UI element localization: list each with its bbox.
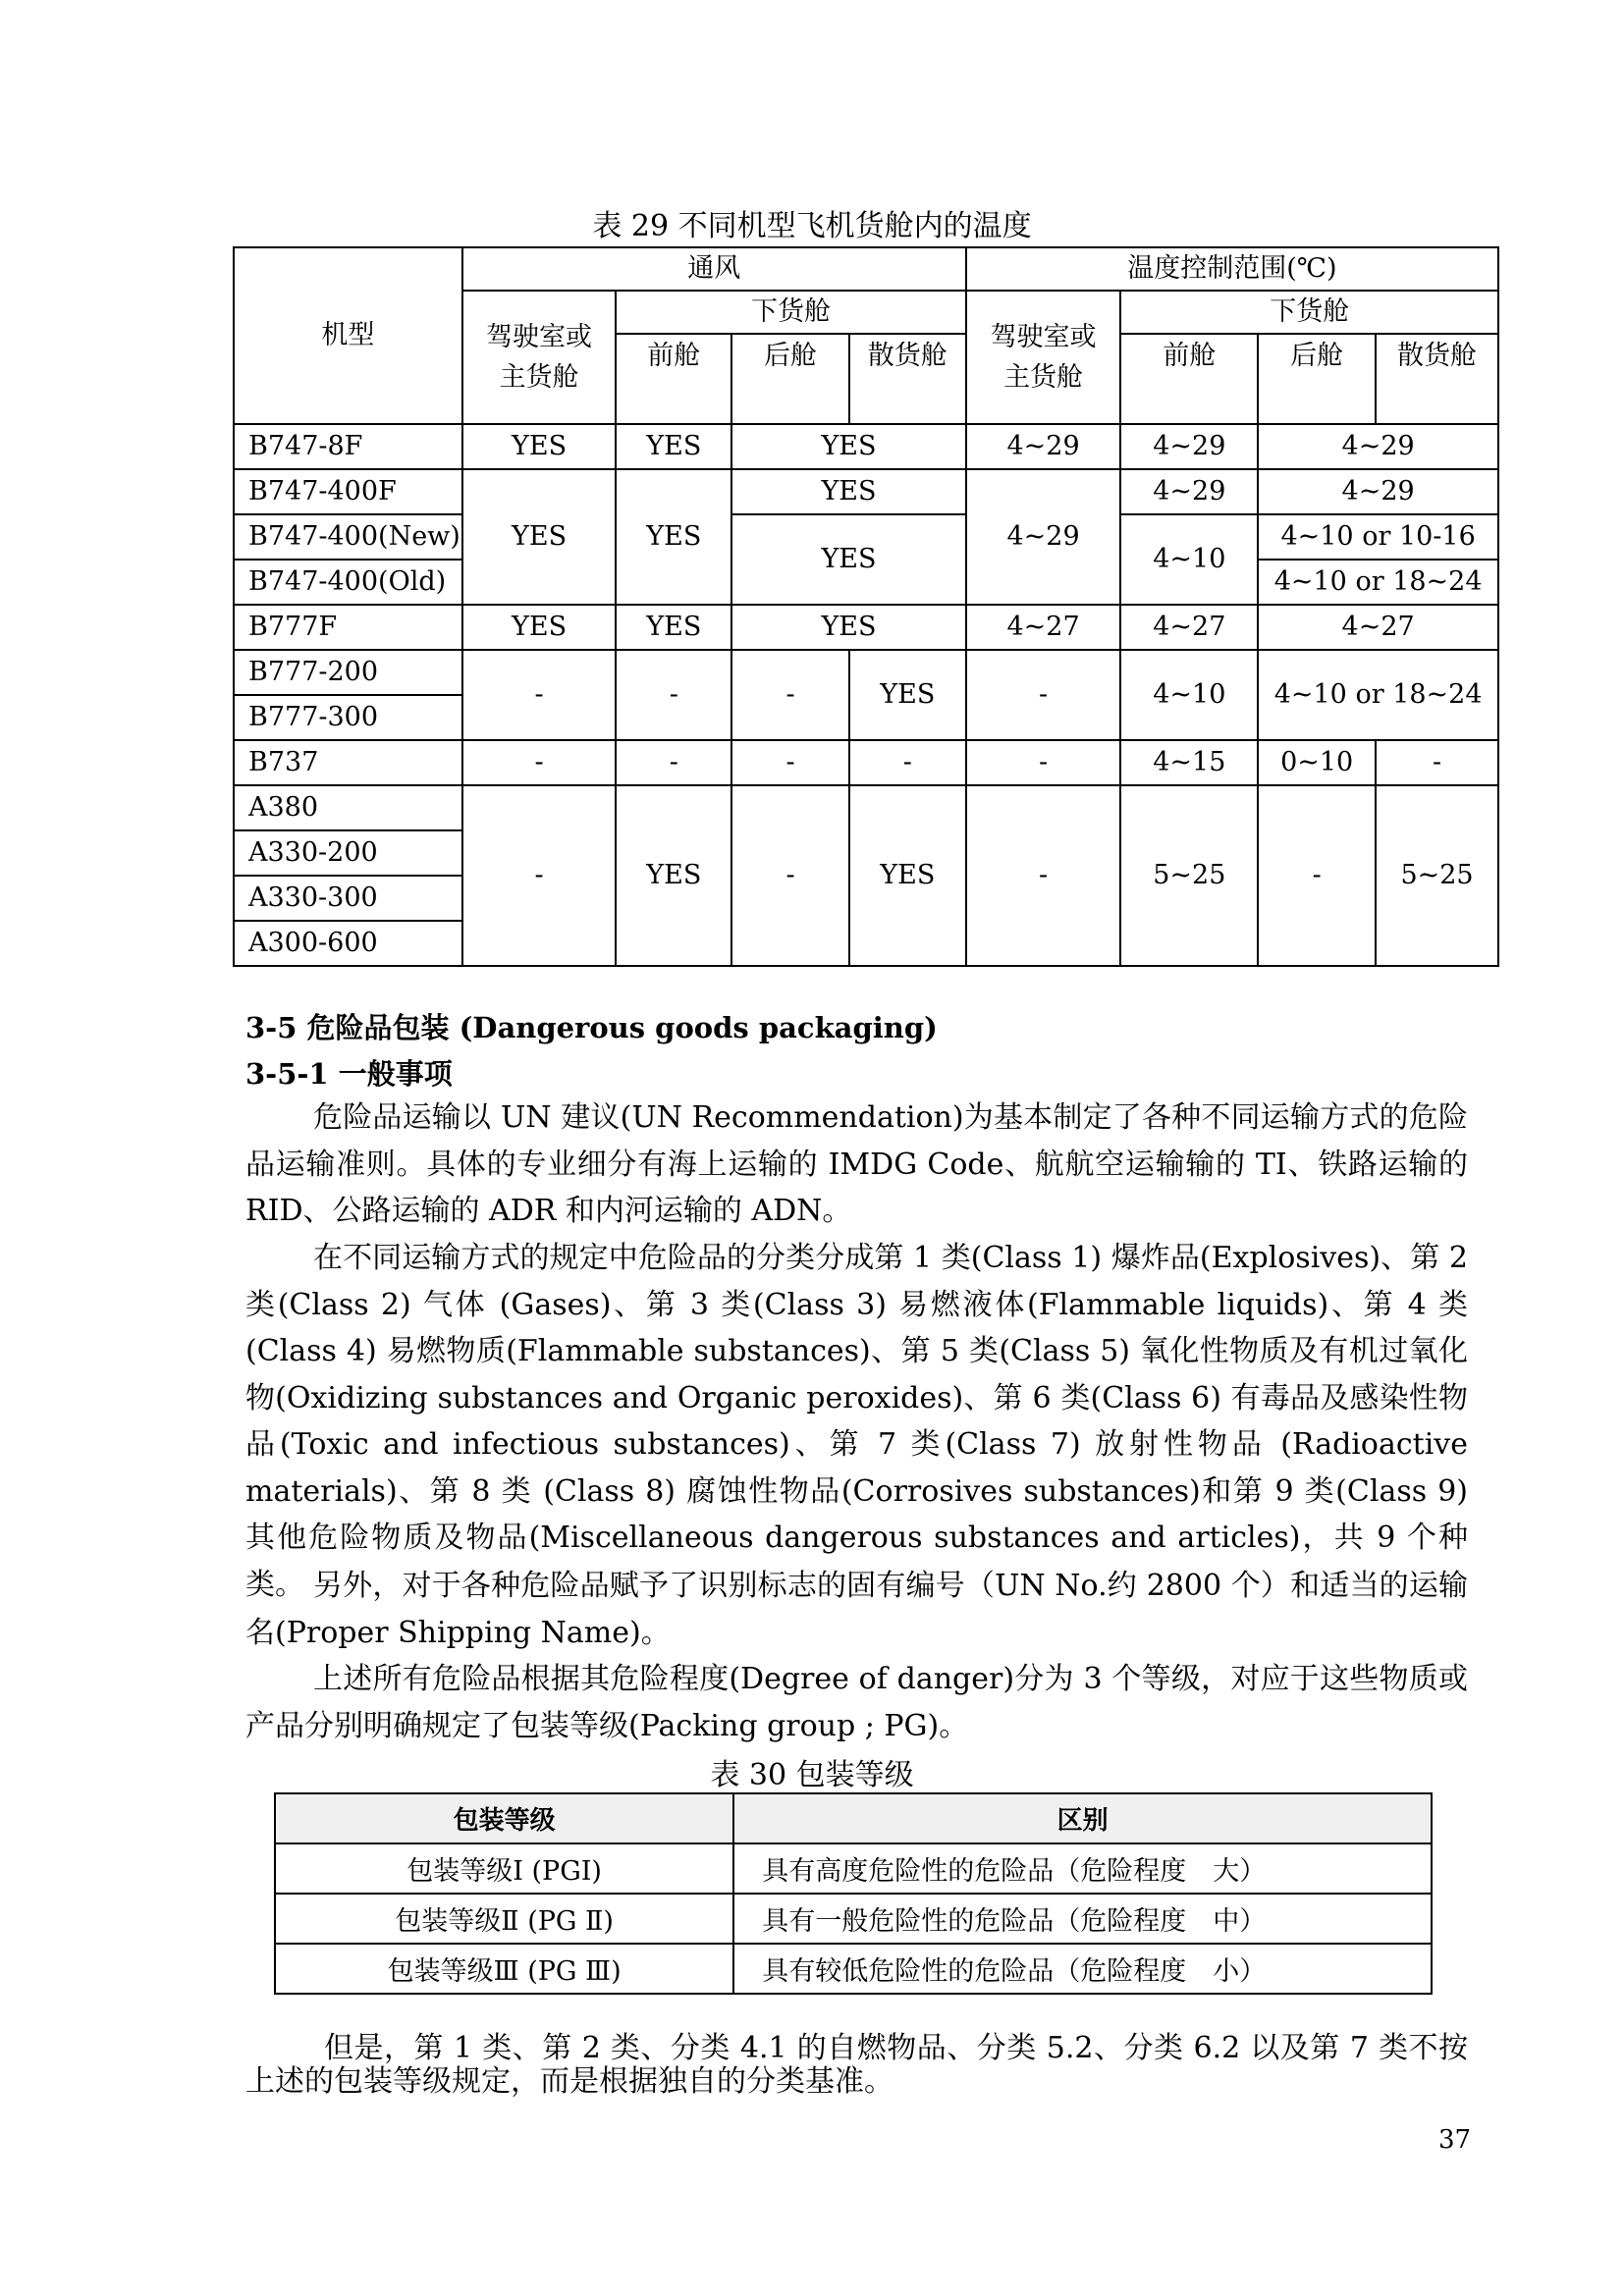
model-cell: A330-300 [234, 876, 462, 921]
header-temp-main-deck: 驾驶室或 主货舱 [966, 291, 1121, 424]
model-cell: A380 [234, 785, 462, 830]
cell: - [462, 650, 617, 740]
model-cell: B747-8F [234, 424, 462, 469]
cell: YES [616, 785, 731, 966]
model-cell: A300-600 [234, 921, 462, 966]
cell: 4~29 [966, 424, 1121, 469]
header-temp-aft: 后舱 [1258, 334, 1376, 424]
cell: - [616, 650, 731, 740]
paragraph: 另外，对于各种危险品赋予了识别标志的固有编号（UN No.约 2800 个）和适当的运输名(Proper Shipping Name)。 [245, 1569, 1468, 1650]
header-temp-bulk: 散货舱 [1376, 334, 1498, 424]
cell: 4~10 [1120, 514, 1258, 605]
cell: YES [731, 469, 966, 514]
cell: 4~27 [966, 605, 1121, 650]
cell: 4~29 [1120, 424, 1258, 469]
packing-group-table [274, 1792, 1433, 1995]
cell: YES [462, 469, 617, 605]
cell: - [1376, 740, 1498, 785]
cell: - [849, 740, 966, 785]
cell: 4~27 [1120, 605, 1258, 650]
cell: - [966, 740, 1121, 785]
header-packing-group: 包装等级 [275, 1793, 733, 1843]
cell: - [731, 650, 849, 740]
cell: 4~29 [1120, 469, 1258, 514]
header-temp-fwd: 前舱 [1120, 334, 1258, 424]
desc-cell: 具有一般危险性的危险品（危险程度 中） [733, 1894, 1432, 1944]
cell: 4~27 [1258, 605, 1498, 650]
model-cell: B747-400(Old) [234, 560, 462, 605]
table-row [234, 605, 1498, 650]
cell: 5~25 [1376, 785, 1498, 966]
paragraph: 上述所有危险品根据其危险程度(Degree of danger)分为 3 个等级，对应于这些物质或产品分别明确规定了包装等级(Packing group ; PG)。 [245, 1662, 1468, 1743]
cell: 4~10 [1120, 650, 1258, 740]
model-cell: B737 [234, 740, 462, 785]
cell: YES [731, 424, 966, 469]
cell: 4~10 or 18~24 [1258, 560, 1498, 605]
cell: YES [616, 424, 731, 469]
cell: - [1258, 785, 1376, 966]
model-cell: B747-400(New) [234, 514, 462, 560]
cell: 4~10 or 10-16 [1258, 514, 1498, 560]
cell: YES [616, 605, 731, 650]
header-vent-bulk: 散货舱 [849, 334, 966, 424]
header-model: 机型 [234, 247, 462, 424]
cell: - [462, 785, 617, 966]
cell: 4~29 [1258, 424, 1498, 469]
header-vent-lower-deck: 下货舱 [616, 291, 965, 334]
header-temp-range: 温度控制范围(℃) [966, 247, 1498, 291]
grade-cell: 包装等级Ⅲ (PG Ⅲ) [275, 1944, 733, 1994]
model-cell: B777-200 [234, 650, 462, 695]
header-ventilation: 通风 [462, 247, 966, 291]
aircraft-cargo-temperature-table [233, 246, 1499, 967]
paragraph: 危险品运输以 UN 建议(UN Recommendation)为基本制定了各种不同运输方式的危险品运输准则。具体的专业细分有海上运输的 IMDG Code、航航空运输输的 TI、铁路运输的 RID、公路运输的 ADR 和内河运输的 ADN。 [245, 1100, 1468, 1228]
cell: YES [849, 785, 966, 966]
header-vent-main-deck: 驾驶室或 主货舱 [462, 291, 617, 424]
table-row [234, 650, 1498, 695]
cell: - [731, 740, 849, 785]
page-number: 37 [1438, 2125, 1472, 2155]
table-row [234, 785, 1498, 830]
grade-cell: 包装等级Ⅰ (PGⅠ) [275, 1843, 733, 1894]
model-cell: B777-300 [234, 695, 462, 740]
header-vent-aft: 后舱 [731, 334, 849, 424]
table-row [234, 424, 1498, 469]
cell: - [731, 785, 849, 966]
table-row [234, 469, 1498, 514]
cell: YES [462, 605, 617, 650]
paragraph: 在不同运输方式的规定中危险品的分类分成第 1 类(Class 1) 爆炸品(Explosives)、第 2 类(Class 2) 气体 (Gases)、第 3 类(Class 3) 易燃液体(Flammable liquids)、第 4 类(Class 4) 易燃物质(Flammable substances)、第 5 类(Class 5) 氧化性物质及有机过氧化物(Oxidizing substances and Organic peroxides)、第 6 类(Class 6) 有毒品及感染性物品(Toxic and infectious substances)、第 7 类(Class 7) 放射性物品 (Radioactive materials)、第 8 类 (Class 8) 腐蚀性物品(Corrosives substances)和第 9 类(Class 9) 其他危险物质及物品(Miscellaneous dangerous substances and articles)，共 9 个种类。 [245, 1241, 1468, 1602]
cell: YES [849, 650, 966, 740]
header-temp-lower-deck: 下货舱 [1120, 291, 1498, 334]
cell: YES [616, 469, 731, 605]
model-cell: A330-200 [234, 830, 462, 876]
section-heading: 3-5 危险品包装 (Dangerous goods packaging) [245, 1011, 938, 1044]
cell: - [966, 650, 1121, 740]
cell: 5~25 [1120, 785, 1258, 966]
table-row [275, 1944, 1432, 1994]
cell: - [616, 740, 731, 785]
table-29-caption: 表 29 不同机型飞机货舱内的温度 [592, 209, 1032, 243]
header-distinction: 区别 [733, 1793, 1432, 1843]
subsection-heading: 3-5-1 一般事项 [245, 1057, 453, 1091]
cell: YES [731, 514, 966, 605]
cell: 4~10 or 18~24 [1258, 650, 1498, 740]
cell: YES [462, 424, 617, 469]
table-30-caption: 表 30 包装等级 [710, 1758, 914, 1792]
grade-cell: 包装等级Ⅱ (PG Ⅱ) [275, 1894, 733, 1944]
desc-cell: 具有较低危险性的危险品（危险程度 小） [733, 1944, 1432, 1994]
table-row [275, 1843, 1432, 1894]
table-row [275, 1894, 1432, 1944]
cell: 0~10 [1258, 740, 1376, 785]
cell: YES [731, 605, 966, 650]
cell: 4~29 [966, 469, 1121, 605]
header-vent-fwd: 前舱 [616, 334, 731, 424]
cell: 4~15 [1120, 740, 1258, 785]
cell: - [462, 740, 617, 785]
model-cell: B747-400F [234, 469, 462, 514]
cell: 4~29 [1258, 469, 1498, 514]
paragraph: 但是，第 1 类、第 2 类、分类 4.1 的自燃物品、分类 5.2、分类 6.2 以及第 7 类不按上述的包装等级规定，而是根据独自的分类基准。 [245, 2031, 1468, 2099]
table-row [234, 740, 1498, 785]
model-cell: B777F [234, 605, 462, 650]
desc-cell: 具有高度危险性的危险品（危险程度 大） [733, 1843, 1432, 1894]
cell: - [966, 785, 1121, 966]
table-row [234, 514, 1498, 560]
